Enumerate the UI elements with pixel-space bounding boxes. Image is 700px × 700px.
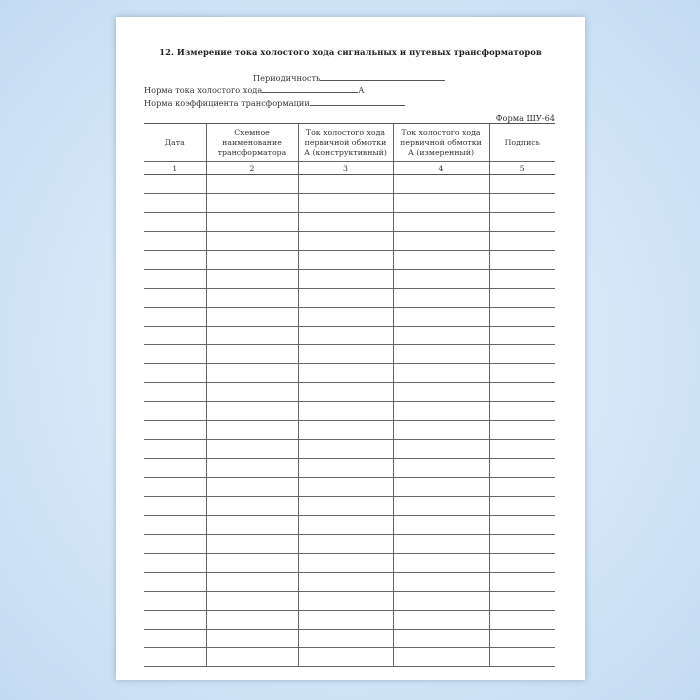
table-cell [393,345,489,364]
table-row [144,326,555,345]
table-row [144,648,555,667]
table-cell [206,345,298,364]
norm-ratio-field [144,98,405,108]
table-cell [144,269,206,288]
table-cell [393,402,489,421]
table-cell [298,345,393,364]
header-signature: Подпись [489,124,555,162]
table-cell [206,572,298,591]
table-cell [144,231,206,250]
table-cell [298,553,393,572]
table-cell [393,629,489,648]
table-cell [298,591,393,610]
table-cell [489,629,555,648]
table-cell [206,383,298,402]
table-cell [206,250,298,269]
table-cell [144,402,206,421]
table-cell [206,421,298,440]
table-cell [144,572,206,591]
table-row [144,250,555,269]
table-cell [206,193,298,212]
table-row [144,193,555,212]
table-cell [489,496,555,515]
table-row [144,383,555,402]
table-cell [393,553,489,572]
column-number-row [144,162,555,175]
table-cell [393,440,489,459]
header-current-design: Ток холостого хода первичной обмотки А (конструктивный) [298,124,393,162]
table-row [144,402,555,421]
measurement-log-table [144,123,555,667]
table-cell [298,459,393,478]
table-cell [144,421,206,440]
table-cell [298,383,393,402]
table-cell [393,478,489,497]
table-cell [206,534,298,553]
table-row [144,515,555,534]
table-cell [206,288,298,307]
table-cell [144,288,206,307]
column-number: 1 [144,162,206,175]
table-row [144,288,555,307]
table-cell [489,364,555,383]
table-cell [489,269,555,288]
table-cell [489,553,555,572]
column-number: 2 [206,162,298,175]
header-transformer-name: Схемное наименование трансформатора [206,124,298,162]
table-cell [144,326,206,345]
table-cell [393,326,489,345]
table-cell [298,629,393,648]
table-cell [489,515,555,534]
table-cell [489,421,555,440]
table-cell [489,345,555,364]
table-row [144,629,555,648]
table-cell [298,478,393,497]
table-cell [489,440,555,459]
table-cell [393,288,489,307]
norm-ratio-label: Норма коэффициента трансформации [144,98,310,108]
column-number: 3 [298,162,393,175]
table-cell [489,212,555,231]
table-cell [206,496,298,515]
norm-current-label: Норма тока холостого хода [144,85,263,95]
table-cell [489,175,555,194]
table-cell [206,212,298,231]
table-cell [393,648,489,667]
table-cell [393,572,489,591]
table-cell [489,250,555,269]
table-row [144,459,555,478]
table-cell [144,364,206,383]
header-date: Дата [144,124,206,162]
norm-ratio-blank-line [310,98,405,106]
table-cell [144,250,206,269]
table-cell [144,459,206,478]
table-cell [298,288,393,307]
table-cell [144,175,206,194]
table-cell [206,440,298,459]
table-cell [206,326,298,345]
table-cell [393,591,489,610]
table-row [144,553,555,572]
table-row [144,534,555,553]
table-cell [144,591,206,610]
table-cell [206,459,298,478]
table-row [144,572,555,591]
table-header-row [144,124,555,162]
table-cell [393,231,489,250]
table-cell [298,269,393,288]
table-row [144,231,555,250]
table-cell [206,629,298,648]
table-cell [489,648,555,667]
table-cell [206,648,298,667]
table-cell [206,402,298,421]
table-cell [393,250,489,269]
table-cell [298,326,393,345]
document-title: 12. Измерение тока холостого хода сигнальных и путевых трансформаторов [159,47,542,57]
table-cell [144,212,206,231]
table-row [144,364,555,383]
table-cell [298,193,393,212]
column-number: 5 [489,162,555,175]
table-body [144,175,555,667]
table-cell [393,534,489,553]
table-cell [144,193,206,212]
norm-current-field [144,85,364,95]
table-row [144,175,555,194]
table-cell [393,421,489,440]
table-cell [298,496,393,515]
norm-current-blank-line [262,85,358,93]
table-cell [206,553,298,572]
table-cell [206,231,298,250]
table-cell [206,364,298,383]
table-cell [298,307,393,326]
periodicity-blank-line [320,73,445,81]
table-cell [393,175,489,194]
table-cell [489,307,555,326]
table-cell [393,459,489,478]
table-row [144,269,555,288]
table-cell [144,496,206,515]
column-number: 4 [393,162,489,175]
table-cell [489,572,555,591]
table-cell [393,364,489,383]
table-cell [298,534,393,553]
table-row [144,440,555,459]
table-cell [489,591,555,610]
header-current-measured: Ток холостого хода первичной обмотки А (измеренный) [393,124,489,162]
table-cell [206,515,298,534]
table-cell [298,250,393,269]
table-cell [489,478,555,497]
table-cell [298,364,393,383]
table-cell [206,478,298,497]
table-cell [298,421,393,440]
table-cell [393,212,489,231]
table-cell [489,288,555,307]
table-cell [298,648,393,667]
table-cell [298,440,393,459]
table-cell [489,534,555,553]
table-row [144,591,555,610]
table-row [144,345,555,364]
table-cell [489,402,555,421]
table-cell [206,307,298,326]
table-cell [144,345,206,364]
table-cell [298,610,393,629]
table-cell [393,193,489,212]
periodicity-field [253,73,445,83]
table-cell [144,629,206,648]
table-cell [489,326,555,345]
table-cell [206,591,298,610]
table-cell [298,231,393,250]
table-cell [144,478,206,497]
table-row [144,610,555,629]
table-cell [206,175,298,194]
table-cell [489,231,555,250]
table-cell [144,515,206,534]
table-cell [298,175,393,194]
table-row [144,496,555,515]
table-row [144,307,555,326]
table-cell [393,383,489,402]
table-cell [489,193,555,212]
table-cell [144,553,206,572]
table-cell [144,610,206,629]
table-cell [489,383,555,402]
form-code: Форма ШУ-64 [495,113,555,123]
table-cell [298,572,393,591]
table-cell [298,515,393,534]
table-cell [206,269,298,288]
table-cell [393,307,489,326]
table-cell [206,610,298,629]
table-cell [144,440,206,459]
table-cell [393,610,489,629]
table-cell [298,402,393,421]
table-cell [144,648,206,667]
table-cell [144,307,206,326]
table-cell [298,212,393,231]
table-cell [393,496,489,515]
table-cell [393,515,489,534]
table-cell [393,269,489,288]
table-row [144,212,555,231]
table-row [144,478,555,497]
table-cell [144,383,206,402]
table-cell [489,459,555,478]
form-sheet [116,17,585,680]
periodicity-label: Периодичность [253,73,321,83]
table-cell [144,534,206,553]
norm-current-unit: А [358,85,365,95]
table-cell [489,610,555,629]
table-row [144,421,555,440]
